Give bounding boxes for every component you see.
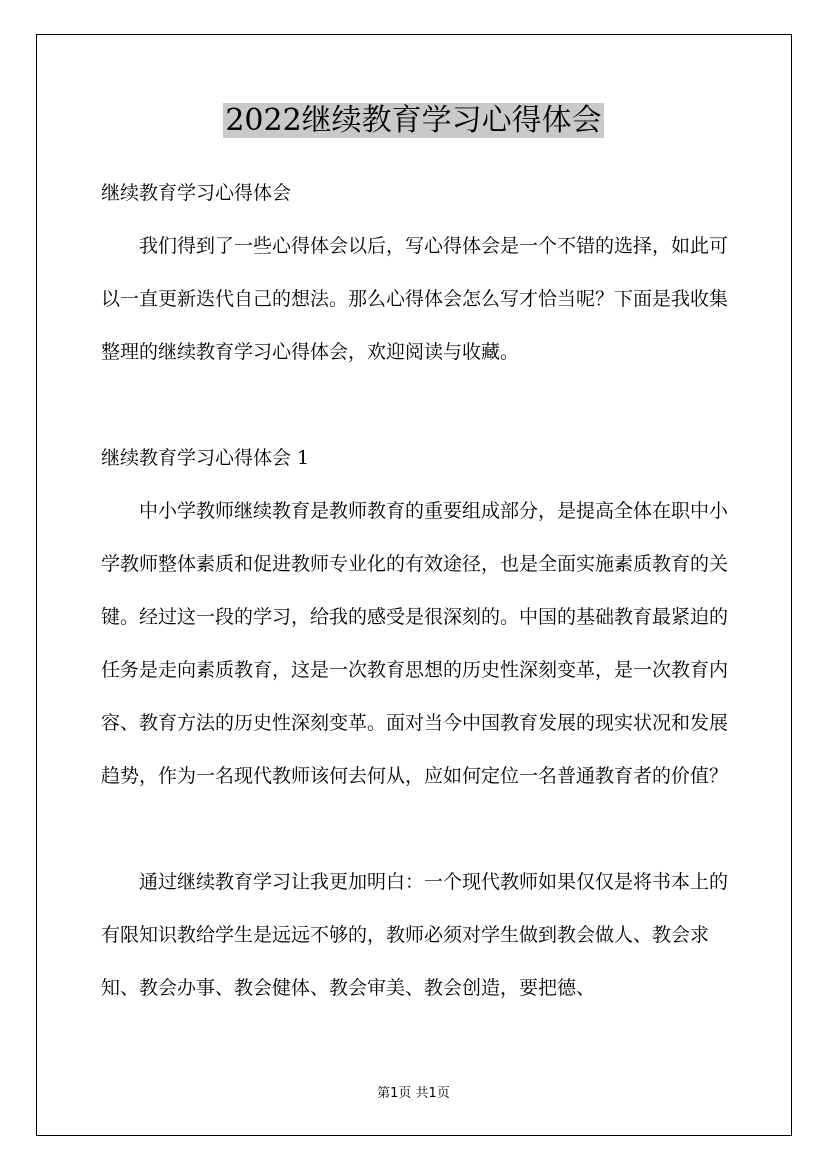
body-paragraph-2: 通过继续教育学习让我更加明白：一个现代教师如果仅仅是将书本上的有限知识教给学生是远远不够的，教师必须对学生做到教会做人、教会求知、教会办事、教会健体、教会审美、教会创造，要把德、 (101, 871, 729, 999)
section-heading-2: 继续教育学习心得体会 1 (101, 447, 310, 469)
intro-paragraph: 我们得到了一些心得体会以后，写心得体会是一个不错的选择，如此可以一直更新迭代自己的想法。那么心得体会怎么写才恰当呢？下面是我收集整理的继续教育学习心得体会，欢迎阅读与收藏。 (101, 235, 729, 363)
document-title-text: 2022继续教育学习心得体会 (225, 103, 602, 138)
body-paragraph-1: 中小学教师继续教育是教师教育的重要组成部分，是提高全体在职中小学教师整体素质和促进教师专业化的有效途径，也是全面实施素质教育的关键。经过这一段的学习，给我的感受是很深刻的。中国的基础教育最紧迫的任务是走向素质教育，这是一次教育思想的历史性深刻变革，是一次教育内容、教育方法的历史性深刻变革。面对当今中国教育发展的现实状况和发展趋势，作为一名现代教师该何去何从，应如何定位一名普通教育者的价值？ (101, 500, 729, 787)
document-title (0, 100, 827, 142)
section-heading-1: 继续教育学习心得体会 (101, 182, 292, 204)
page-footer: 第1页 共1页 (377, 1086, 450, 1101)
